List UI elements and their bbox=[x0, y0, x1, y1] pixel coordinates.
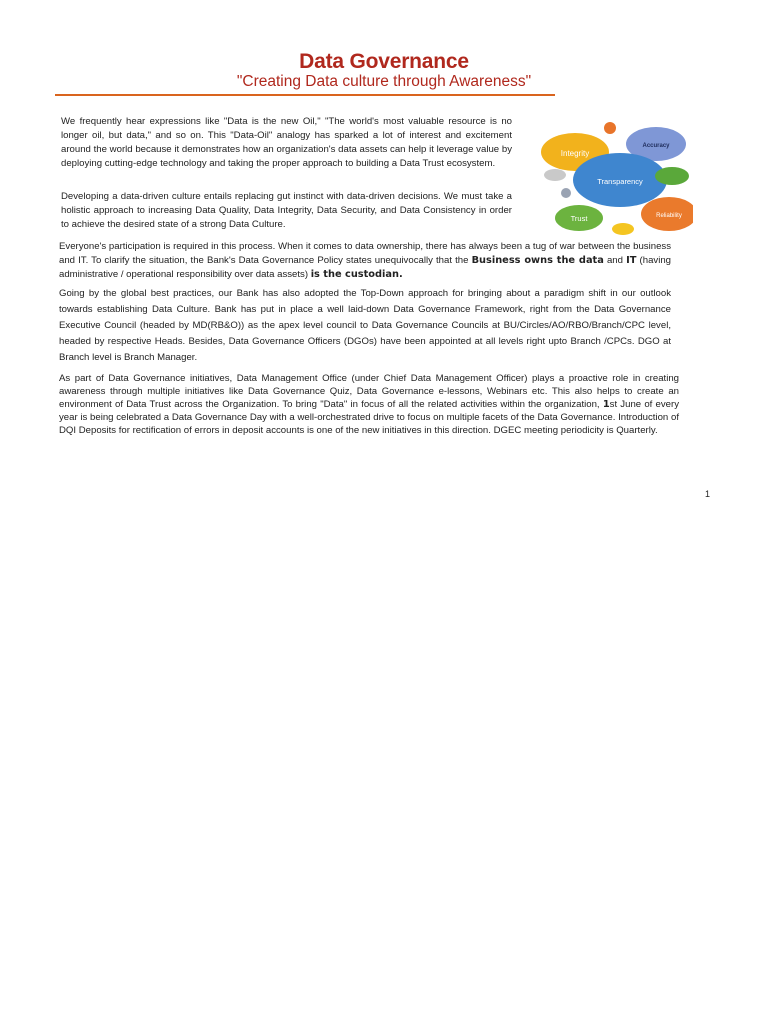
bubble-green-small bbox=[655, 167, 689, 185]
p3-text-2: and bbox=[603, 255, 627, 266]
paragraph-data-ownership bbox=[59, 240, 671, 282]
paragraph-initiatives bbox=[59, 372, 679, 437]
bubble-transparency-label: Transparency bbox=[597, 177, 643, 186]
title-divider bbox=[55, 94, 555, 96]
bubble-orange-small bbox=[604, 122, 616, 134]
paragraph-data-driven-culture: Developing a data-driven culture entails replacing gut instinct with data-driven decisions. We must take a holistic approach to increasing Data Quality, Data Integrity, Data Security, and Data Consistency in order to achieve the desired state of a strong Data Culture. bbox=[61, 191, 512, 230]
bubble-trust-label: Trust bbox=[570, 214, 588, 223]
bubble-accuracy-label: Accuracy bbox=[642, 143, 670, 149]
paragraph-top-down-approach: Going by the global best practices, our Bank has also adopted the Top-Down approach for bringing about a paradigm shift in our outlook towards establishing Data Culture. Bank has put in place a well laid-down Data Governance Framework, right from the Data Governance Executive Council (headed by MD(RB&O)) as the apex level council to Data Governance Councils at BU/Circles/AO/RBO/Branch/CPC level, headed by respective Heads. Besides, Data Governance Officers (DGOs) have been appointed at all levels right upto Branch /CPCs. DGO at Branch level is Branch Manager. bbox=[59, 288, 671, 363]
p5-bold-1: 1 bbox=[602, 399, 610, 410]
page-number: 1 bbox=[705, 489, 711, 499]
p5-text-2: st June of every year is being celebrated a Data Governance Day with a well-orchestrated drive to focus on multiple facets of the Data Governance. Introduction of DQI Deposits for rectification of errors in deposit accounts is one of the new initiatives in this direction. DGEC meeting periodicity is Quarterly. bbox=[59, 399, 679, 436]
document-title: Data Governance bbox=[299, 50, 469, 73]
p3-text-1: Everyone's participation is required in this process. When it comes to data ownership, there has always been a tug of war between the business and IT. To clarify the situation, the Bank's Data Governance Policy states unequivocally that the bbox=[59, 241, 671, 266]
bubble-integrity-label: Integrity bbox=[560, 149, 590, 158]
p3-bold-custodian: is the custodian. bbox=[310, 269, 403, 280]
document-subtitle: "Creating Data culture through Awareness" bbox=[236, 73, 532, 90]
bubble-grey-dot bbox=[561, 188, 571, 198]
p5-text-1: As part of Data Governance initiatives, Data Management Office (under Chief Data Management Officer) plays a proactive role in creating awareness through multiple initiatives like Data Governance Quiz, Data Governance e-lessons, Webinars etc. This also helps to create an environment of Data Trust across the Organization. To bring "Data" in focus of all the related activities within the organization, bbox=[59, 373, 679, 410]
data-values-bubble-graphic bbox=[533, 118, 693, 238]
p3-text-3: (having administrative / operational responsibility over data assets) bbox=[59, 255, 671, 280]
p3-bold-business-owns: Business owns the data bbox=[471, 255, 604, 266]
bubble-reliability-label: Reliability bbox=[656, 213, 682, 219]
bubble-grey-small bbox=[544, 169, 566, 181]
bubble-yellow-small bbox=[612, 223, 634, 235]
paragraph-data-oil: We frequently hear expressions like "Data is the new Oil," "The world's most valuable resource is no longer oil, but data," and so on. This "Data-Oil" analogy has sparked a lot of interest and excitement around the world because it demonstrates how an organization's data assets can help it leverage value by deploying cutting-edge technology and taking the proper approach to building a Data Trust ecosystem. bbox=[61, 116, 512, 169]
p3-bold-it: IT bbox=[626, 255, 637, 266]
